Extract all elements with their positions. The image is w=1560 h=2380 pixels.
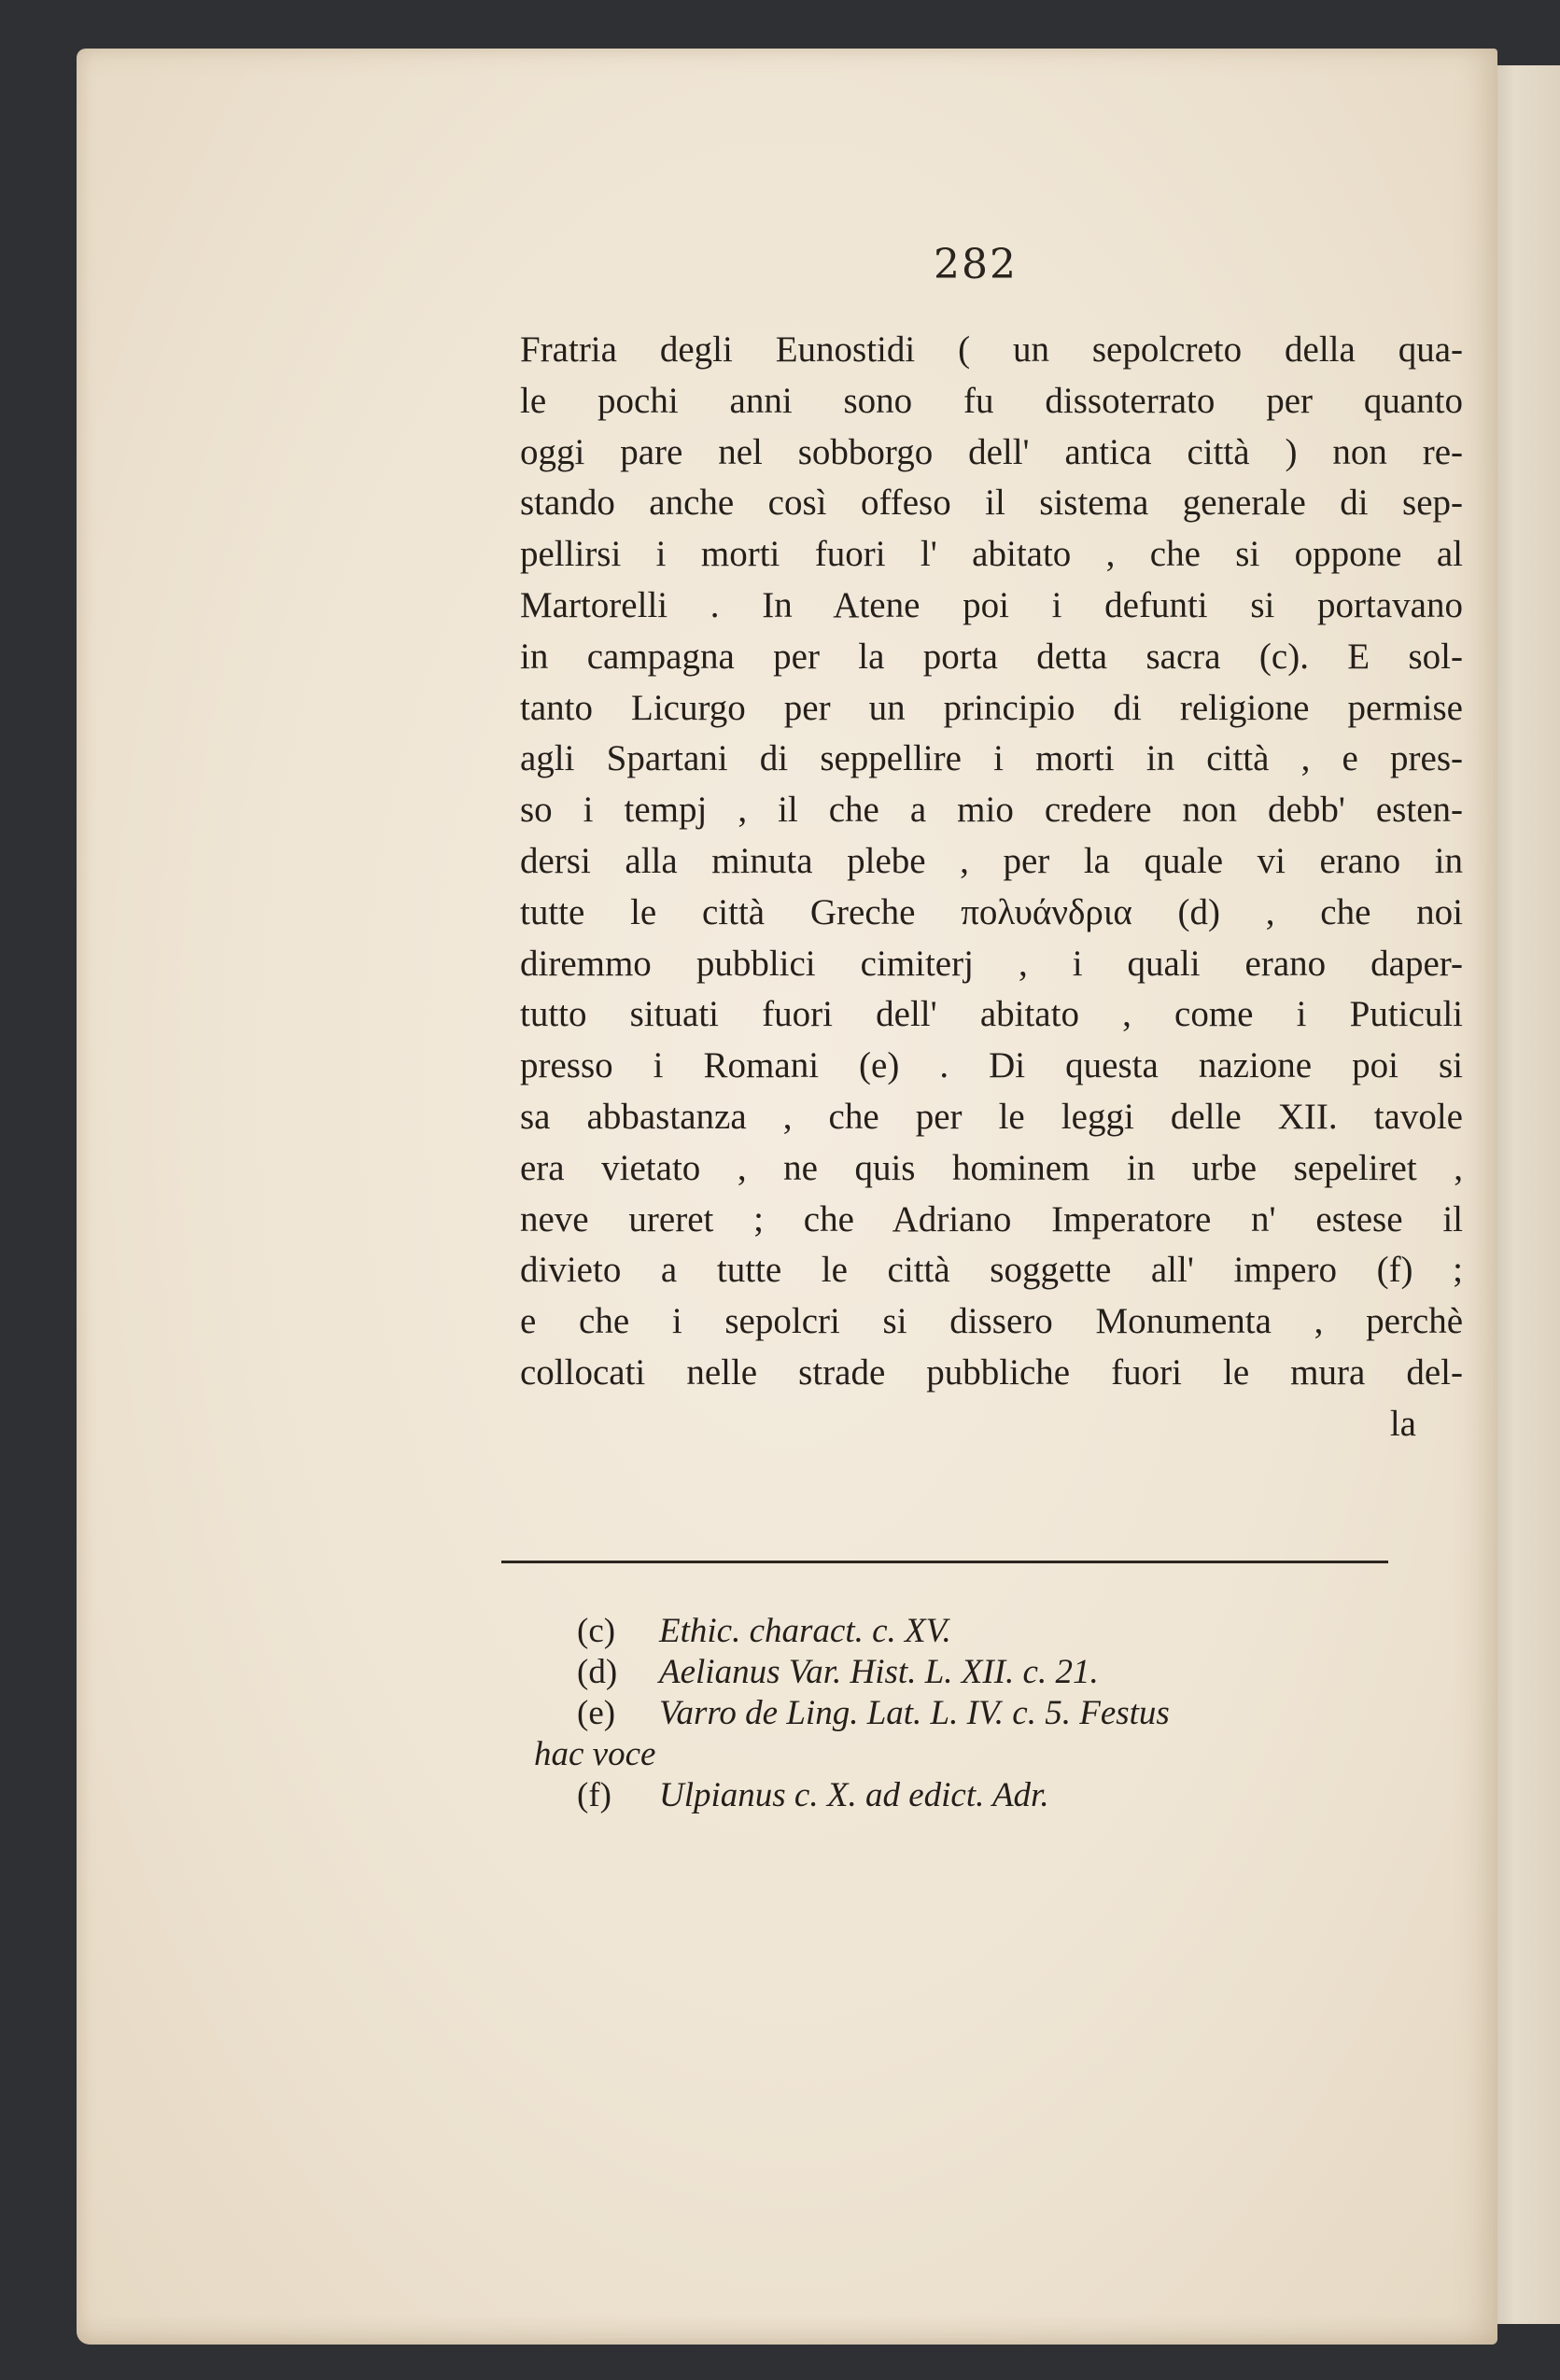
footnote-continuation xyxy=(534,1734,1417,1775)
footnote-text: Ulpianus c. X. ad edict. Adr. xyxy=(659,1776,1049,1814)
text-line: in campagna per la porta detta sacra (c). E sol- xyxy=(520,636,1463,677)
footnote-text: Ethic. charact. c. XV. xyxy=(659,1612,951,1650)
footnotes xyxy=(534,1611,1417,1816)
page-number: 282 xyxy=(934,241,1018,288)
text-line: neve ureret ; che Adriano Imperatore n' estese il xyxy=(520,1198,1463,1239)
text-line: presso i Romani (e) . Di questa nazione poi si xyxy=(520,1045,1463,1086)
text-line: tanto Licurgo per un principio di religione permise xyxy=(520,687,1463,728)
footnote-text: Aelianus Var. Hist. L. XII. c. 21. xyxy=(659,1653,1099,1691)
body-text xyxy=(520,325,1463,1450)
text-line: divieto a tutte le città soggette all' impero (f) ; xyxy=(520,1250,1463,1291)
text-line: dersi alla minuta plebe , per la quale vi erano in xyxy=(520,840,1463,881)
footnote-marker: (f) xyxy=(577,1776,611,1814)
text-line: pellirsi i morti fuori l' abitato , che si oppone al xyxy=(520,534,1463,575)
footnote-rule xyxy=(501,1561,1388,1563)
footnote xyxy=(577,1693,1417,1734)
footnote-text: hac voce xyxy=(534,1735,656,1773)
text-line: tutto situati fuori dell' abitato , come i Puticuli xyxy=(520,994,1463,1035)
footnote-marker: (e) xyxy=(577,1694,616,1732)
text-line: tutte le città Greche πολυάνδρια (d) , che noi xyxy=(520,891,1463,932)
catchword: la xyxy=(1389,1403,1416,1444)
footnote xyxy=(577,1611,1417,1652)
text-line: stando anche così offeso il sistema generale di sep- xyxy=(520,483,1463,524)
text-line: era vietato , ne quis hominem in urbe sepeliret , xyxy=(520,1147,1463,1188)
text-line: le pochi anni sono fu dissoterrato per quanto xyxy=(520,380,1463,421)
text-line: collocati nelle strade pubbliche fuori le mura del- xyxy=(520,1351,1463,1393)
footnote-marker: (d) xyxy=(577,1653,618,1691)
text-line: Martorelli . In Atene poi i defunti si portavano xyxy=(520,584,1463,625)
text-line: e che i sepolcri si dissero Monumenta , perchè xyxy=(520,1301,1463,1342)
text-line: oggi pare nel sobborgo dell' antica città ) non re- xyxy=(520,431,1463,472)
text-line: so i tempj , il che a mio credere non debb' esten- xyxy=(520,790,1463,831)
footnote-text: Varro de Ling. Lat. L. IV. c. 5. Festus xyxy=(659,1694,1170,1732)
text-line: agli Spartani di seppellire i morti in città , e pres- xyxy=(520,738,1463,779)
text-line: Fratria degli Eunostidi ( un sepolcreto della qua- xyxy=(520,329,1463,370)
text-line: sa abbastanza , che per le leggi delle XII. tavole xyxy=(520,1096,1463,1137)
text-line: diremmo pubblici cimiterj , i quali erano daper- xyxy=(520,943,1463,984)
footnote xyxy=(577,1775,1417,1816)
footnote xyxy=(577,1652,1417,1693)
footnote-marker: (c) xyxy=(577,1612,616,1650)
